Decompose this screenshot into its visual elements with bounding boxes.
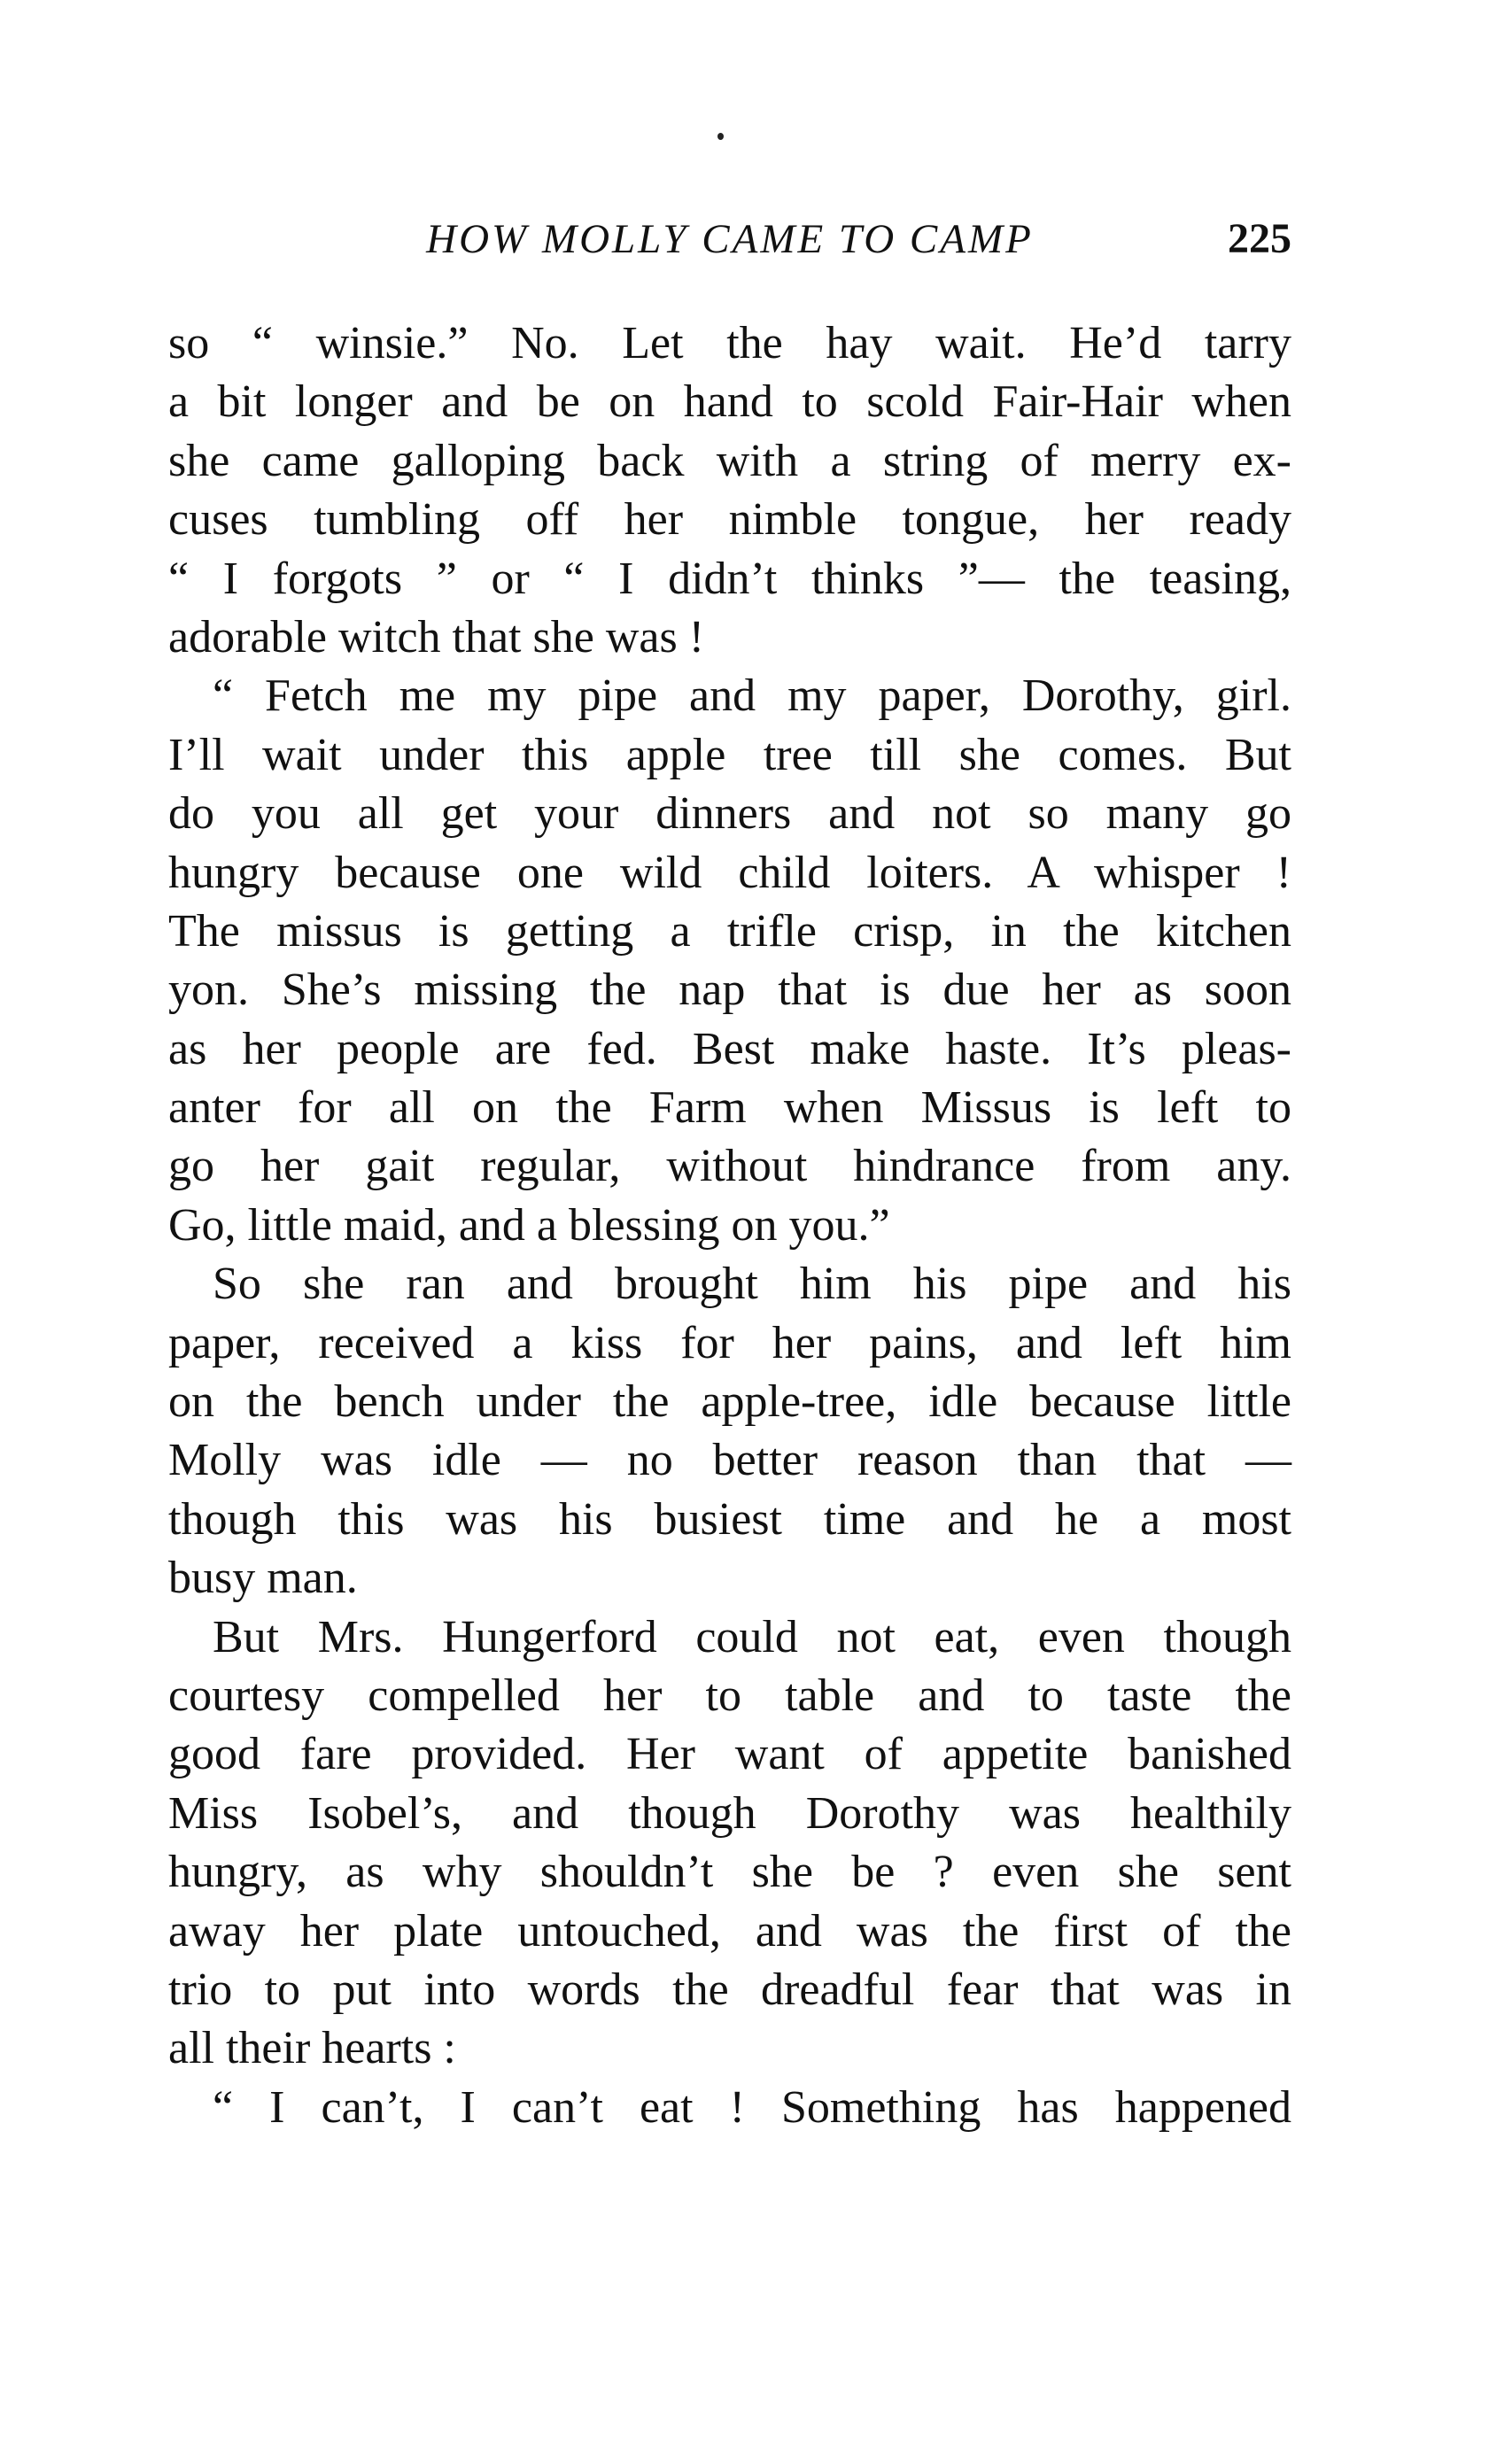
text-line: go her gait regular, without hindrance from any. — [168, 1141, 1291, 1192]
body-text — [168, 314, 1291, 2137]
text-line: all their hearts : — [168, 2023, 456, 2074]
page-number: 225 — [1228, 215, 1291, 262]
paragraph — [168, 2079, 1291, 2137]
text-line: So she ran and brought him his pipe and his — [213, 1259, 1291, 1310]
text-line: “ Fetch me my pipe and my paper, Dorothy, girl. — [213, 670, 1291, 722]
text-line: “ I forgots ” or “ I didn’t thinks ”— the teasing, — [168, 553, 1291, 604]
page-header — [168, 208, 1291, 270]
text-line: Molly was idle — no better reason than that — — [168, 1435, 1291, 1486]
text-line: I’ll wait under this apple tree till she comes. But — [168, 729, 1291, 780]
text-line: away her plate untouched, and was the first of the — [168, 1905, 1291, 1956]
paragraph — [168, 314, 1291, 667]
text-line: courtesy compelled her to table and to taste the — [168, 1670, 1291, 1721]
text-line: adorable witch that she was ! — [168, 611, 705, 662]
text-line: good fare provided. Her want of appetite banished — [168, 1729, 1291, 1780]
text-line: The missus is getting a trifle crisp, in the kitchen — [168, 905, 1291, 957]
text-line: Miss Isobel’s, and though Dorothy was healthily — [168, 1787, 1291, 1839]
text-line: trio to put into words the dreadful fear that was in — [168, 1964, 1291, 2015]
text-line: hungry because one wild child loiters. A whisper ! — [168, 847, 1291, 898]
text-line: paper, received a kiss for her pains, and left him — [168, 1317, 1291, 1368]
text-line: cuses tumbling off her nimble tongue, her ready — [168, 494, 1291, 546]
running-title: HOW MOLLY CAME TO CAMP — [426, 216, 1034, 262]
text-line: a bit longer and be on hand to scold Fair-Hair when — [168, 376, 1291, 428]
paragraph — [168, 1255, 1291, 1608]
text-line: do you all get your dinners and not so many go — [168, 788, 1291, 840]
paragraph — [168, 1608, 1291, 2079]
text-line: though this was his busiest time and he a most — [168, 1493, 1291, 1545]
text-line: But Mrs. Hungerford could not eat, even though — [213, 1611, 1291, 1662]
print-speck — [717, 133, 724, 140]
paragraph — [168, 667, 1291, 1255]
text-line: yon. She’s missing the nap that is due her as soon — [168, 965, 1291, 1016]
text-line: on the bench under the apple-tree, idle because little — [168, 1376, 1291, 1428]
text-line: busy man. — [168, 1553, 358, 1604]
text-line: as her people are fed. Best make haste. It’s pleas- — [168, 1023, 1291, 1074]
text-line: “ I can’t, I can’t eat ! Something has happened — [213, 2081, 1291, 2133]
text-line: hungry, as why shouldn’t she be ? even she sent — [168, 1847, 1291, 1898]
text-line: anter for all on the Farm when Missus is left to — [168, 1082, 1291, 1134]
text-line: she came galloping back with a string of merry ex- — [168, 435, 1291, 486]
text-line: so “ winsie.” No. Let the hay wait. He’d tarry — [168, 318, 1291, 368]
text-line: Go, little maid, and a blessing on you.” — [168, 1199, 890, 1251]
